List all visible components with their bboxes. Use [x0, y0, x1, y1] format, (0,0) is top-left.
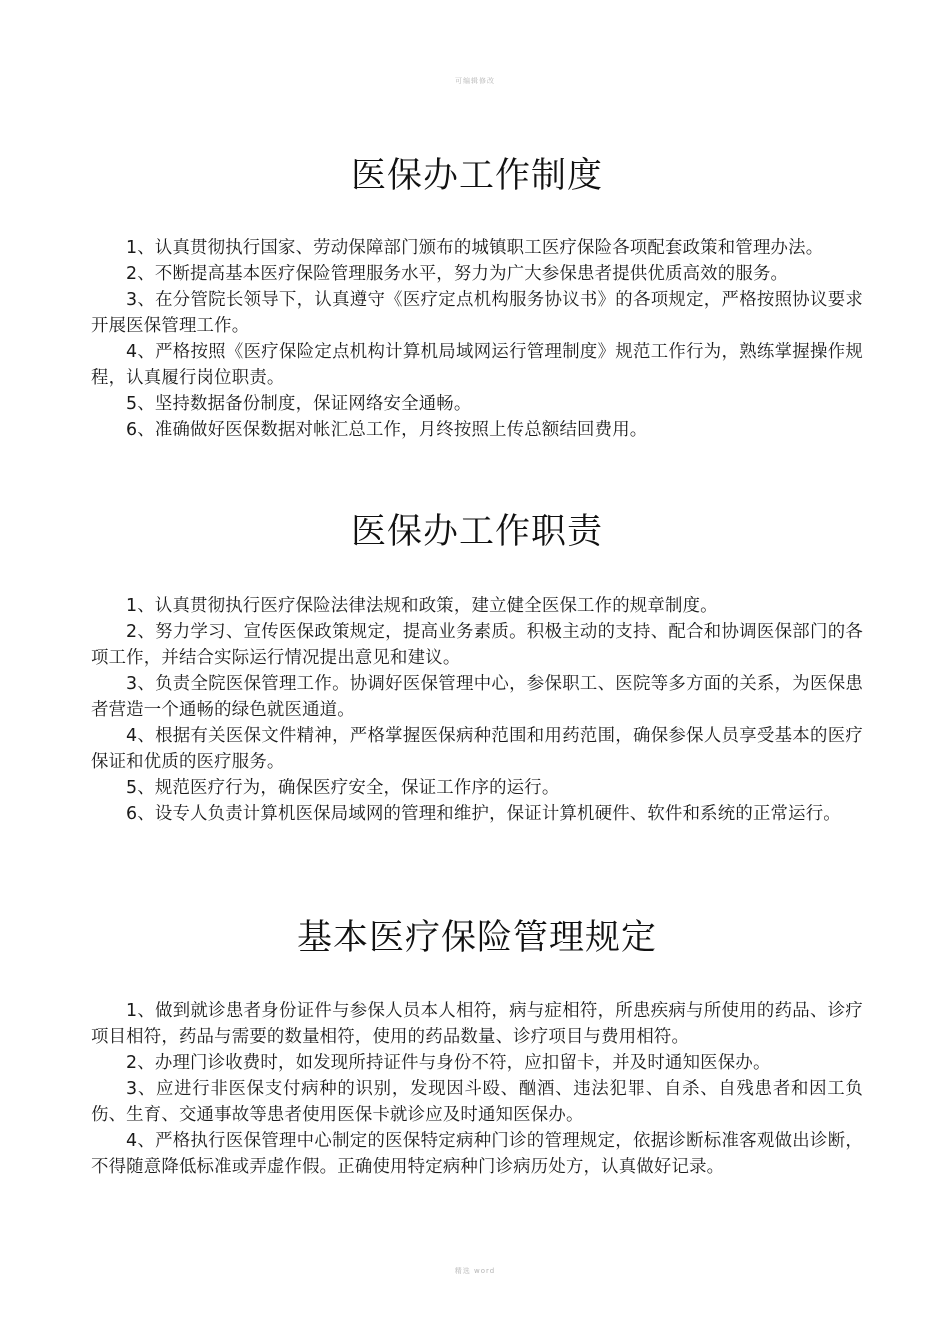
paragraph: 3、在分管院长领导下，认真遵守《医疗定点机构服务协议书》的各项规定，严格按照协议要求开展医保管理工作。 [91, 290, 863, 336]
paragraph: 3、负责全院医保管理工作。协调好医保管理中心，参保职工、医院等多方面的关系，为医保患者营造一个通畅的绿色就医通道。 [91, 674, 863, 720]
paragraph: 4、根据有关医保文件精神，严格掌握医保病种范围和用药范围，确保参保人员享受基本的医疗保证和优质的医疗服务。 [91, 726, 863, 772]
section-insurance-regulations [91, 915, 863, 1180]
paragraph: 4、严格按照《医疗保险定点机构计算机局域网运行管理制度》规范工作行为，熟练掌握操作规程，认真履行岗位职责。 [91, 342, 863, 388]
paragraph: 3、应进行非医保支付病种的识别，发现因斗殴、酗酒、违法犯罪、自杀、自残患者和因工负伤、生育、交通事故等患者使用医保卡就诊应及时通知医保办。 [91, 1079, 863, 1125]
footer-watermark: 精选 word [454, 1267, 496, 1275]
paragraph-list [91, 235, 863, 443]
paragraph: 5、坚持数据备份制度，保证网络安全通畅。 [126, 394, 472, 414]
paragraph-list [91, 593, 863, 827]
paragraph: 1、认真贯彻执行国家、劳动保障部门颁布的城镇职工医疗保险各项配套政策和管理办法。 [126, 238, 824, 258]
paragraph: 4、严格执行医保管理中心制定的医保特定病种门诊的管理规定，依据诊断标准客观做出诊断，不得随意降低标准或弄虚作假。正确使用特定病种门诊病历处方，认真做好记录。 [91, 1131, 863, 1177]
section-title: 医保办工作职责 [350, 512, 603, 552]
paragraph: 2、努力学习、宣传医保政策规定，提高业务素质。积极主动的支持、配合和协调医保部门的各项工作，并结合实际运行情况提出意见和建议。 [91, 622, 863, 668]
section-title: 基本医疗保险管理规定 [296, 918, 657, 958]
paragraph: 6、设专人负责计算机医保局域网的管理和维护，保证计算机硬件、软件和系统的正常运行。 [126, 804, 841, 824]
paragraph: 5、规范医疗行为，确保医疗安全，保证工作序的运行。 [126, 778, 560, 798]
section-title: 医保办工作制度 [350, 156, 603, 196]
paragraph: 1、认真贯彻执行医疗保险法律法规和政策，建立健全医保工作的规章制度。 [126, 596, 718, 616]
paragraph: 6、准确做好医保数据对帐汇总工作，月终按照上传总额结回费用。 [126, 420, 648, 440]
paragraph: 2、不断提高基本医疗保险管理服务水平，努力为广大参保患者提供优质高效的服务。 [126, 264, 789, 284]
section-work-duties [91, 509, 863, 827]
section-work-system [91, 153, 863, 443]
paragraph: 2、办理门诊收费时，如发现所持证件与身份不符，应扣留卡，并及时通知医保办。 [126, 1053, 771, 1073]
paragraph: 1、做到就诊患者身份证件与参保人员本人相符，病与症相符，所患疾病与所使用的药品、诊疗项目相符，药品与需要的数量相符，使用的药品数量、诊疗项目与费用相符。 [91, 1001, 863, 1047]
header-watermark: 可编辑修改 [455, 77, 495, 85]
paragraph-list [91, 998, 863, 1180]
